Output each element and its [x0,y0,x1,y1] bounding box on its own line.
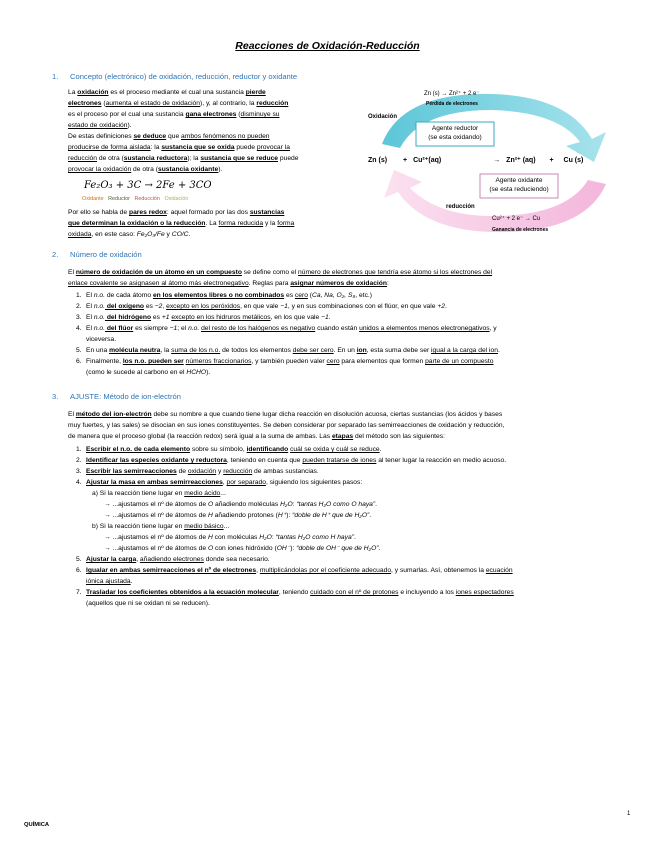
oxidante-subtitle: (se esta reduciendo) [489,186,549,193]
zn-ion: Zn²⁺ (aq) [506,157,536,164]
s3-intro [68,409,504,442]
section-number: 1. [52,72,59,81]
zn-solid: Zn (s) [368,157,388,164]
list-item: b) Si la reacción tiene lugar en medio básico... [92,523,230,530]
s2-intro [68,267,492,289]
oxidation-label: Oxidación [368,114,398,120]
s3-line: de manera que el proceso global (la reacción redox) será igual a la suma de ambas. Las etapas del método son las siguientes: [68,433,445,440]
oxidante-title: Agente oxidante [495,177,543,184]
loss-label: Pérdida de electrones [426,101,478,107]
s1-paragraph-2 [68,207,294,240]
arrow-icon: → [104,545,111,552]
s1-line: es el proceso por el cual una sustancia gana electrones (disminuye su [68,111,280,118]
section-heading-text: AJUSTE: Método de ion-electrón [70,392,182,401]
list-item: → ...ajustamos el nº de átomos de H con moléculas H₂O: “tantas H₂O como H haya”. [104,534,356,541]
steps-list [76,444,514,609]
gain-label: Ganancia de electrones [492,227,549,233]
equation-labels [82,196,188,202]
label-reduccion: Reducción [134,196,160,202]
list-item: 1. Escribir el n.o. de cada elemento sobre su símbolo, identificando cuál se oxida y cuál se reduce. [76,446,382,453]
list-item: a) Si la reacción tiene lugar en medio ácido... [92,490,226,497]
list-item: 4. El n.o. del flúor es siempre −1; el n.o. del resto de los halógenos es negativo cuando están unidos a elementos menos electronegativos, y [76,325,497,332]
s1-line: De estas definiciones se deduce que ambos fenómenos no pueden [68,133,270,140]
label-oxidacion: Oxidación [164,196,189,202]
label-oxidante: Oxidante [82,196,104,202]
list-item: → ...ajustamos el nº de átomos de O añadiendo moléculas H₂O: “tantas H₂O como O haya”. [104,501,377,508]
s1-line: La oxidación es el proceso mediante el cual una sustancia pierde [68,89,266,96]
section-2-heading [52,250,142,259]
cu-ion: Cu²⁺(aq) [413,157,442,164]
s1-line: que determinan la oxidación o la reducción. La forma reducida y la forma [68,220,295,227]
reductor-subtitle: (se esta oxidando) [428,134,482,141]
s1-line: estado de oxidación). [68,122,132,129]
footer-subject: QUÍMICA [24,822,50,828]
s1-line: oxidada, en este caso: Fe₂O₃/Fe y CO/C. [68,231,191,238]
list-item: 6. Finalmente, los n.o. pueden ser números fraccionarios, y también pueden valer cero para elementos que formen parte de un compuesto [76,358,494,365]
s1-paragraph [68,87,299,175]
reductor-title: Agente reductor [431,125,479,132]
oxidante-box-text [480,176,558,194]
plus-sign: + [549,157,554,164]
list-item: 5. En una molécula neutra, la suma de los n.o. de todos los elementos debe ser cero. En un ion, esta suma debe ser igual a la carga del ion. [76,347,500,354]
list-item: 3. Escribir las semirreacciones de oxidación y reducción de ambas sustancias. [76,468,319,475]
s1-line: provocar la oxidación de otra (sustancia oxidante). [68,166,223,173]
page-number: 1 [627,811,631,817]
main-reaction [368,156,583,164]
arrow-icon: → [104,501,111,508]
list-item: 2. Identificar las especies oxidante y reductora, teniendo en cuenta que pueden tratarse de iones al tener lugar la reacción en medio acuoso. [76,457,507,464]
reaction-arrow: → [493,157,501,164]
s1-line: producirse de forma aislada: la sustancia que se oxida puede provocar la [68,144,290,151]
page-title: Reacciones de Oxidación-Reducción [235,40,420,52]
list-item: 3. El n.o. del hidrógeno es +1 excepto en los hidruros metálicos, en los que vale −1. [76,314,331,321]
plus-sign: + [403,157,408,164]
reduction-half-equation: Cu²⁺ + 2 e⁻ → Cu [492,216,541,222]
list-item: 6. Igualar en ambas semirreacciones el nº de electrones, multiplicándolas por el coeficiente adecuado, y sumarlas. Así, obtenemos la ecuación [76,567,513,574]
list-item: (aquellos que ni se oxidan ni se reducen). [86,600,210,607]
section-1-heading [52,72,297,81]
s1-line: electrones (aumenta el estado de oxidación), y, al contrario, la reducción [68,100,289,107]
s3-line: muy fuertes, y las sales) se disocian en sus iones constituyentes. Se deben considerar por separado las semirreacciones de oxidación y reducción, [68,422,505,429]
s3-line: El método del ion-electrón debe su nombre a que cuando tiene lugar dicha reacción en disolución acuosa, ciertas sustancias (los ácidos y bases [68,411,503,418]
list-item: 2. El n.o. del oxígeno es −2, excepto en los peróxidos, en que vale −1, y en sus combinaciones con el flúor, en que vale +2. [76,303,447,310]
list-item: → ...ajustamos el nº de átomos de O con iones hidróxido (OH⁻): “doble de OH⁻ que de H₂O”. [104,545,381,552]
list-item: 5. Ajustar la carga, añadiendo electrones donde sea necesario. [76,556,270,563]
list-item: iónica ajustada. [86,578,133,585]
s2-line: enlace covalente se asignasen al átomo más electronegativo. Reglas para asignar números de oxidación: [68,280,389,287]
redox-equation: Fe₂O₃ + 3C → 2Fe + 3CO [84,180,212,191]
arrow-icon: → [104,534,111,541]
s1-line: Por ello se habla de pares redox: aquel formado por las dos sustancias [68,209,285,216]
section-3-heading [52,392,181,401]
s1-line: reducción de otra (sustancia reductora); la sustancia que se reduce puede [68,155,299,162]
rules-list [76,290,500,378]
reductor-box-text [416,124,494,142]
cu-solid: Cu (s) [563,157,584,164]
list-item: 1. El n.o. de cada átomo en los elementos libres o no combinados es cero (Ca, Na, O₂, S₈, etc.) [76,292,373,299]
oxidation-half-equation: Zn (s) → Zn²⁺ + 2 e⁻ [424,91,480,97]
section-number: 3. [52,392,59,401]
section-heading-text: Número de oxidación [70,250,142,259]
list-item: (como le sucede al carbono en el HCHO). [86,369,211,376]
list-item: 7. Trasladar los coeficientes obtenidos a la ecuación molecular, teniendo cuidado con el nº de protones e incluyendo a los iones espectadores [76,589,514,596]
list-item: viceversa. [86,336,117,343]
section-heading-text: Concepto (electrónico) de oxidación, reducción, reductor y oxidante [70,72,298,81]
s2-line: El número de oxidación de un átomo en un compuesto se define como el número de electrones que tendría ese átomo si los electrones del [68,269,493,276]
reduction-label: reducción [446,204,475,210]
label-reductor: Reductor [108,196,130,202]
list-item: 4. Ajustar la masa en ambas semirreacciones, por separado, siguiendo los siguientes pasos: [76,479,363,486]
list-item: → ...ajustamos el nº de átomos de H añadiendo protones (H⁺): “doble de H⁺ que de H₂O”. [104,512,372,519]
section-number: 2. [52,250,59,259]
arrow-icon: → [104,512,111,519]
